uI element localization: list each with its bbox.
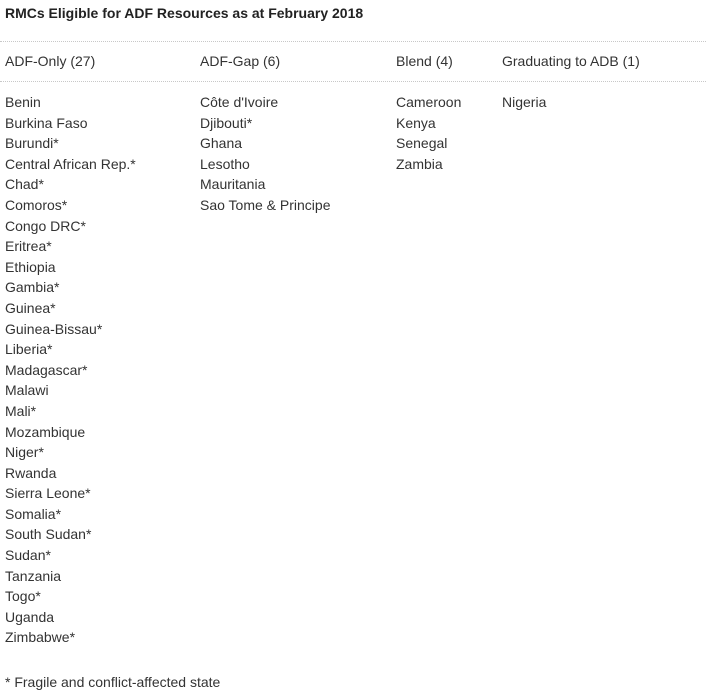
country-item: Kenya bbox=[396, 114, 436, 131]
footnote: * Fragile and conflict-affected state bbox=[5, 674, 221, 690]
column-header-adf-only: ADF-Only (27) bbox=[5, 53, 96, 69]
country-item: Ghana bbox=[200, 135, 243, 152]
country-item: Sao Tome & Principe bbox=[200, 196, 331, 213]
country-item: Comoros* bbox=[5, 196, 68, 213]
column-header-row bbox=[0, 53, 710, 71]
country-item: Togo* bbox=[5, 588, 41, 605]
country-item: Ethiopia bbox=[5, 258, 56, 275]
country-item: Cameroon bbox=[396, 94, 462, 110]
country-item: South Sudan* bbox=[5, 526, 92, 543]
country-item: Zambia bbox=[396, 155, 443, 172]
country-item: Mali* bbox=[5, 402, 37, 419]
header-bottom-divider bbox=[0, 81, 706, 82]
country-item: Nigeria bbox=[502, 94, 547, 110]
country-item: Chad* bbox=[5, 176, 44, 193]
country-item: Tanzania bbox=[5, 567, 62, 584]
page-title: RMCs Eligible for ADF Resources as at February 2018 bbox=[5, 5, 364, 21]
country-item: Zimbabwe* bbox=[5, 629, 76, 646]
column-header-blend: Blend (4) bbox=[396, 53, 453, 69]
country-item: Burundi* bbox=[5, 135, 59, 152]
country-item: Côte d'Ivoire bbox=[200, 94, 279, 110]
country-item: Djibouti* bbox=[200, 114, 253, 131]
country-item: Senegal bbox=[396, 135, 448, 152]
adf-gap-country-list bbox=[200, 92, 330, 216]
header-top-divider bbox=[0, 41, 706, 42]
country-item: Guinea* bbox=[5, 299, 56, 316]
country-item: Malawi bbox=[5, 382, 49, 399]
country-item: Lesotho bbox=[200, 155, 250, 172]
country-item: Niger* bbox=[5, 444, 44, 461]
country-item: Benin bbox=[5, 94, 41, 110]
country-item: Liberia* bbox=[5, 341, 53, 358]
country-item: Central African Rep.* bbox=[5, 155, 136, 172]
country-item: Sierra Leone* bbox=[5, 485, 91, 502]
country-item: Mozambique bbox=[5, 423, 86, 440]
blend-country-list bbox=[396, 92, 461, 174]
country-item: Somalia* bbox=[5, 505, 62, 522]
column-header-graduating: Graduating to ADB (1) bbox=[502, 53, 640, 69]
country-item: Gambia* bbox=[5, 279, 60, 296]
adf-only-country-list bbox=[5, 92, 136, 648]
country-item: Guinea-Bissau* bbox=[5, 320, 103, 337]
country-item: Mauritania bbox=[200, 176, 266, 193]
graduating-country-list bbox=[502, 92, 546, 113]
country-item: Rwanda bbox=[5, 464, 57, 481]
country-item: Madagascar* bbox=[5, 361, 88, 378]
country-item: Burkina Faso bbox=[5, 114, 88, 131]
country-item: Uganda bbox=[5, 608, 55, 625]
country-item: Congo DRC* bbox=[5, 217, 86, 234]
country-item: Eritrea* bbox=[5, 238, 52, 255]
country-item: Sudan* bbox=[5, 547, 51, 564]
column-header-adf-gap: ADF-Gap (6) bbox=[200, 53, 281, 69]
